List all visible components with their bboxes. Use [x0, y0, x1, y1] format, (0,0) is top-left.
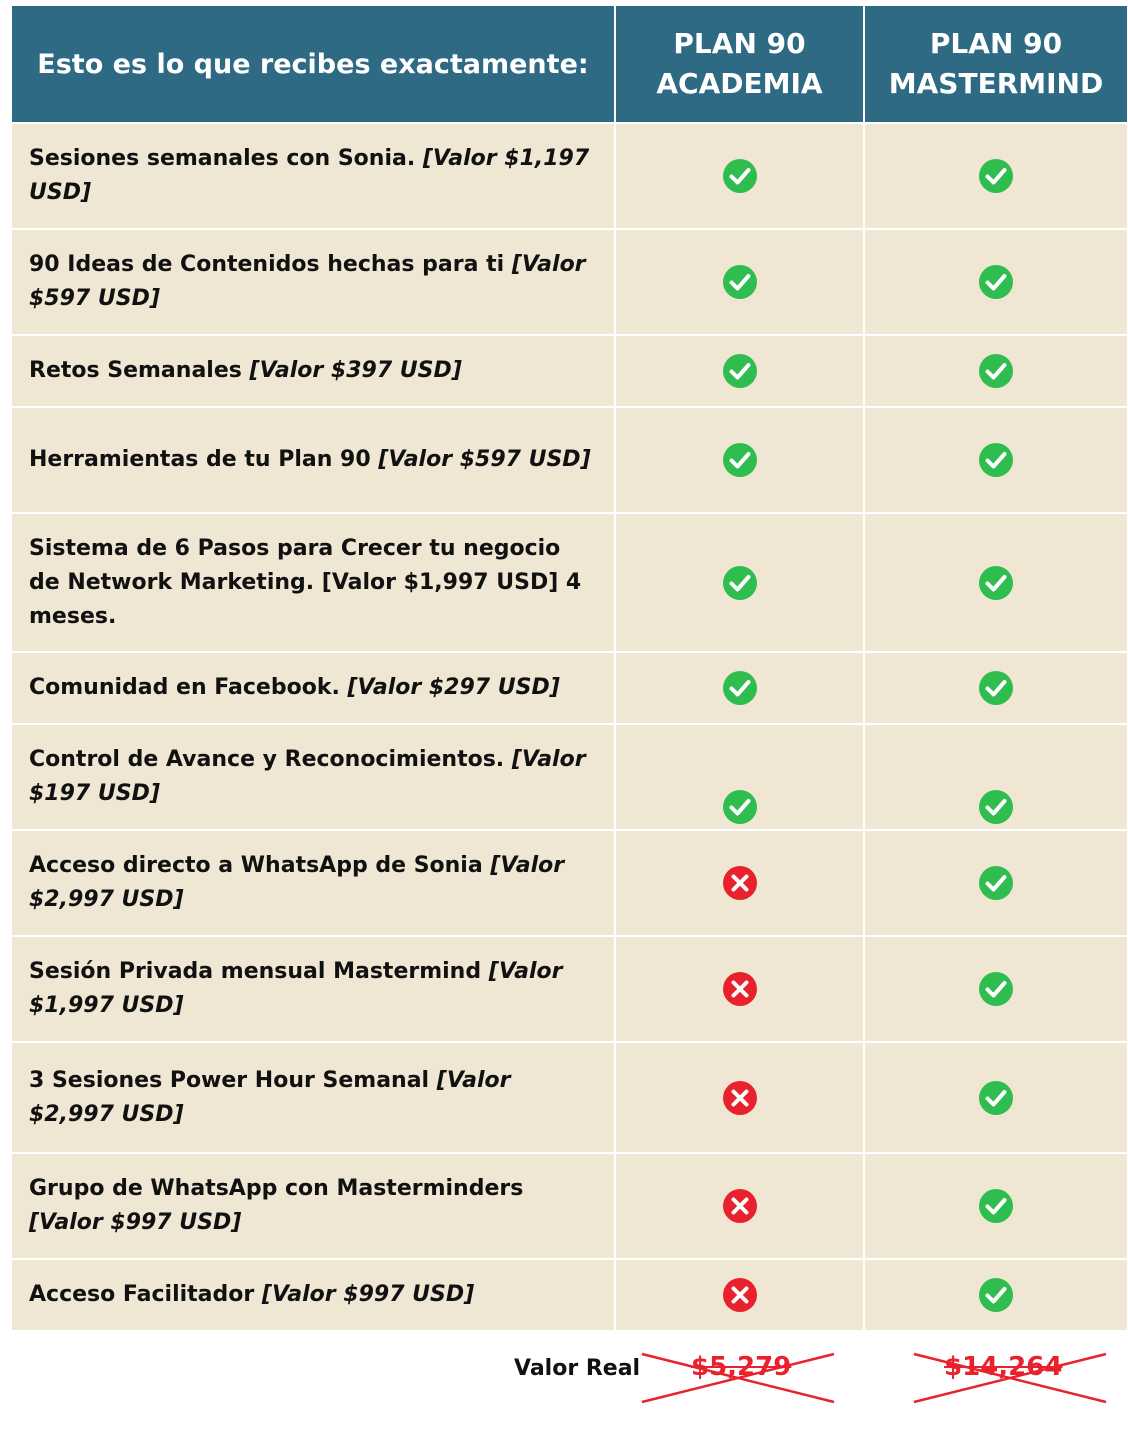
mark-cell-mastermind: [865, 408, 1127, 512]
feature-text: Comunidad en Facebook.: [29, 675, 340, 700]
mark-cell-mastermind: [865, 124, 1127, 228]
check-circle-icon: [978, 1188, 1014, 1224]
feature-text-wrap: [29, 443, 591, 477]
plan-academia-header: [616, 6, 863, 122]
mark-cell-mastermind: [865, 653, 1127, 723]
valor-real-label: Valor Real: [514, 1356, 641, 1381]
mark-cell-mastermind: [865, 1260, 1127, 1330]
price-mastermind: $14,264: [944, 1352, 1063, 1382]
feature-value: [Valor $1,197 USD]: [29, 146, 590, 205]
mark-cell-mastermind: [865, 725, 1127, 829]
feature-text: Herramientas de tu Plan 90: [29, 447, 371, 472]
feature-text-wrap: [29, 1278, 474, 1312]
feature-text-wrap: [29, 1172, 598, 1240]
check-circle-icon: [722, 353, 758, 389]
check-circle-icon: [978, 789, 1014, 825]
mark-cell-academia: [616, 408, 863, 512]
feature-value: [Valor $2,997 USD]: [29, 1067, 511, 1127]
check-circle-icon: [978, 158, 1014, 194]
mark-cell-academia: [616, 1043, 863, 1152]
plan-mastermind-header: [865, 6, 1127, 122]
mark-cell-academia: [616, 514, 863, 651]
feature-value: [Valor $397 USD]: [249, 358, 462, 383]
feature-text-wrap: [29, 743, 598, 811]
check-circle-icon: [978, 971, 1014, 1007]
mark-cell-academia: [616, 336, 863, 406]
check-circle-icon: [978, 442, 1014, 478]
feature-row-label: [12, 937, 614, 1041]
mark-cell-academia: [616, 831, 863, 935]
feature-row-label: [12, 1043, 614, 1152]
feature-text: Control de Avance y Reconocimientos.: [29, 747, 505, 772]
plan-academia-line2: ACADEMIA: [656, 67, 823, 100]
feature-row-label: [12, 1154, 614, 1258]
check-circle-icon: [978, 565, 1014, 601]
feature-text: Acceso Facilitador: [29, 1282, 255, 1307]
feature-text: Acceso directo a WhatsApp de Sonia: [29, 853, 483, 878]
feature-row-label: [12, 514, 614, 651]
mark-cell-academia: [616, 124, 863, 228]
strike-cross-mastermind: [912, 1352, 1108, 1404]
feature-row-label: [12, 831, 614, 935]
plan-academia-line1: PLAN 90: [673, 27, 806, 60]
feature-value: [Valor $597 USD]: [378, 447, 591, 472]
check-circle-icon: [978, 670, 1014, 706]
feature-text: Sesiones semanales con Sonia.: [29, 146, 416, 171]
x-circle-icon: [722, 1277, 758, 1313]
check-circle-icon: [978, 264, 1014, 300]
feature-text-wrap: [29, 532, 598, 634]
check-circle-icon: [722, 442, 758, 478]
x-circle-icon: [722, 971, 758, 1007]
check-circle-icon: [978, 1277, 1014, 1313]
mark-cell-mastermind: [865, 336, 1127, 406]
mark-cell-mastermind: [865, 937, 1127, 1041]
feature-text-wrap: [29, 354, 462, 388]
plan-mastermind-line1: PLAN 90: [929, 27, 1063, 60]
mark-cell-academia: [616, 653, 863, 723]
feature-value: [Valor $597 USD]: [29, 252, 586, 311]
mark-cell-academia: [616, 937, 863, 1041]
feature-row-label: [12, 336, 614, 406]
x-circle-icon: [722, 1080, 758, 1116]
feature-text-wrap: [29, 671, 560, 705]
table-header-label: Esto es lo que recibes exactamente:: [12, 6, 614, 122]
feature-row-label: [12, 124, 614, 228]
feature-text: Sesión Privada mensual Mastermind: [29, 959, 482, 984]
strike-cross-academia: [640, 1352, 836, 1404]
plan-mastermind-line2: MASTERMIND: [888, 67, 1104, 100]
feature-text: 3 Sesiones Power Hour Semanal: [29, 1067, 430, 1093]
price-academia: $5,279: [691, 1352, 792, 1382]
feature-text: 90 Ideas de Contenidos hechas para ti: [29, 252, 505, 277]
mark-cell-mastermind: [865, 831, 1127, 935]
feature-text-wrap: [29, 248, 598, 316]
feature-text-wrap: [29, 1064, 598, 1132]
feature-row-label: [12, 653, 614, 723]
mark-cell-mastermind: [865, 1154, 1127, 1258]
feature-value: [Valor $197 USD]: [29, 747, 586, 806]
mark-cell-mastermind: [865, 230, 1127, 334]
feature-text-wrap: [29, 849, 598, 917]
feature-value: [Valor $997 USD]: [29, 1210, 242, 1235]
feature-text: Retos Semanales: [29, 358, 242, 383]
feature-row-label: [12, 725, 614, 829]
check-circle-icon: [978, 865, 1014, 901]
check-circle-icon: [978, 1080, 1014, 1116]
mark-cell-academia: [616, 1154, 863, 1258]
feature-text-wrap: [29, 142, 598, 210]
feature-value: [Valor $997 USD]: [261, 1282, 475, 1307]
check-circle-icon: [722, 565, 758, 601]
feature-text-wrap: [29, 955, 598, 1023]
feature-row-label: [12, 230, 614, 334]
mark-cell-mastermind: [865, 1043, 1127, 1152]
x-circle-icon: [722, 1188, 758, 1224]
mark-cell-academia: [616, 725, 863, 829]
check-circle-icon: [722, 670, 758, 706]
comparison-table: [12, 6, 1125, 1330]
check-circle-icon: [722, 264, 758, 300]
feature-row-label: [12, 408, 614, 512]
feature-value: [Valor $1,997 USD]: [29, 959, 563, 1018]
price-footer: [0, 1338, 1128, 1408]
x-circle-icon: [722, 865, 758, 901]
feature-row-label: [12, 1260, 614, 1330]
check-circle-icon: [722, 789, 758, 825]
check-circle-icon: [722, 158, 758, 194]
mark-cell-academia: [616, 1260, 863, 1330]
check-circle-icon: [978, 353, 1014, 389]
mark-cell-mastermind: [865, 514, 1127, 651]
feature-value: [Valor $297 USD]: [347, 675, 560, 700]
mark-cell-academia: [616, 230, 863, 334]
feature-value: [Valor $2,997 USD]: [29, 853, 565, 912]
feature-text: Sistema de 6 Pasos para Crecer tu negocio de Network Marketing. [Valor $1,997 USD] 4 meses.: [29, 535, 582, 629]
feature-text: Grupo de WhatsApp con Masterminders: [29, 1176, 524, 1201]
